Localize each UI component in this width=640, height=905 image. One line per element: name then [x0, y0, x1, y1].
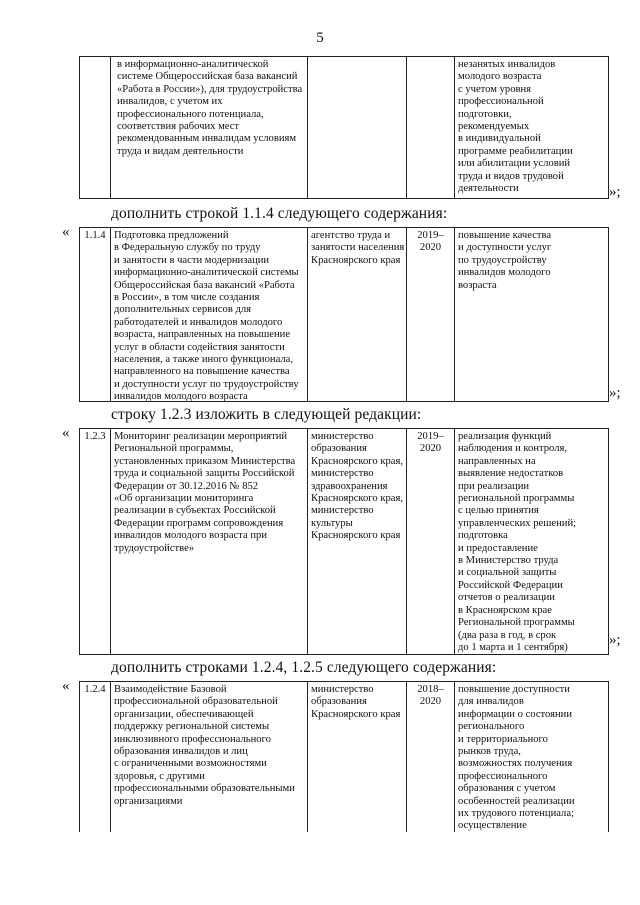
- cell-text-line: инвалидов молодого возраста при: [114, 530, 267, 542]
- cell-text-line: программе реабилитации: [458, 145, 573, 157]
- cell-text-line: населения, а также иного функционала,: [114, 354, 294, 366]
- description-cell: [111, 682, 308, 832]
- cell-text-line: реализация функций: [458, 431, 552, 442]
- table-row-1-2-4: [79, 681, 609, 832]
- cell-text-line: 2019–: [417, 230, 444, 241]
- cell-text-line: «Об организации мониторинга: [114, 493, 254, 505]
- cell-text-line: направленного на повышение качества: [114, 366, 290, 378]
- executor-cell: [308, 57, 407, 198]
- cell-text-line: реализации в субъектах Российской: [114, 505, 276, 517]
- cell-text-line: и социальной защиты: [458, 567, 557, 579]
- cell-text-line: здравоохранения: [311, 480, 388, 492]
- cell-text-line: профессиональной: [458, 96, 544, 108]
- cell-text-line: организации, обеспечивающей: [114, 708, 254, 720]
- cell-text-line: Подготовка предложений: [114, 230, 229, 241]
- cell-text-line: возможностях получения: [458, 758, 573, 770]
- executor-cell: [308, 682, 407, 832]
- cell-text-line: особенностей реализации: [458, 795, 575, 807]
- period-cell: [407, 228, 455, 401]
- result-cell: [455, 429, 608, 654]
- table-row-continued: [79, 56, 609, 199]
- closing-quote: »;: [609, 385, 621, 401]
- cell-text-line: 2020: [419, 696, 442, 708]
- opening-quote: «: [62, 224, 70, 240]
- period-cell: [407, 57, 455, 198]
- cell-text-line: министерство: [311, 505, 374, 517]
- cell-text-line: Красноярского края: [311, 530, 401, 542]
- cell-text-line: работодателей и инвалидов молодого: [114, 316, 283, 328]
- result-cell: [455, 682, 608, 832]
- cell-text-line: рекомендуемых: [458, 121, 530, 133]
- cell-text-line: трудоустройстве»: [114, 542, 195, 554]
- cell-text-line: и предоставление: [458, 542, 538, 554]
- cell-text-line: подготовки,: [458, 108, 512, 120]
- opening-quote: «: [62, 425, 70, 441]
- cell-text-line: здоровья, с другими: [114, 770, 205, 782]
- cell-text-line: труда и социальной защиты Российской: [114, 468, 295, 480]
- cell-text-line: в информационно-аналитической: [117, 59, 269, 70]
- cell-text-line: осуществление: [458, 820, 527, 832]
- cell-text-line: инвалидов молодого: [458, 267, 551, 279]
- cell-text-line: с целью принятия: [458, 505, 539, 517]
- cell-text-line: повышение доступности: [458, 684, 570, 695]
- cell-text-line: Региональной программы: [458, 617, 575, 629]
- cell-text-line: и доступности услуг по трудоустройству: [114, 378, 299, 390]
- cell-text-line: Федерации программ сопровождения: [114, 517, 284, 529]
- cell-text-line: агентство труда и: [311, 230, 391, 241]
- cell-text-line: профессиональными образовательными: [114, 783, 295, 795]
- table-row-1-1-4: [79, 227, 609, 402]
- cell-text-line: труда и видам деятельности: [117, 145, 244, 157]
- cell-text-line: по трудоустройству: [458, 254, 547, 266]
- cell-text-line: направленных на: [458, 455, 536, 467]
- description-cell: [111, 429, 308, 654]
- cell-text-line: рекомендованным инвалидам условиям: [117, 133, 297, 145]
- cell-text-line: в индивидуальной: [458, 133, 541, 145]
- cell-text-line: выявление недостатков: [458, 468, 564, 480]
- cell-text-line: и территориального: [458, 733, 548, 745]
- cell-text-line: организациями: [114, 795, 183, 807]
- row-number-cell: 1.2.4: [80, 682, 111, 832]
- cell-text-line: инвалидов молодого возраста: [114, 391, 248, 401]
- cell-text-line: услуг в области содействия занятости: [114, 341, 285, 353]
- cell-text-line: соответствия рабочих мест: [117, 121, 240, 133]
- executor-cell: [308, 429, 407, 654]
- cell-text-line: «Работа в России»), для трудоустройства: [117, 83, 303, 95]
- cell-text-line: отчетов о реализации: [458, 592, 555, 604]
- cell-text-line: незанятых инвалидов: [458, 59, 556, 70]
- cell-text-line: образования инвалидов и лиц: [114, 746, 248, 758]
- cell-text-line: подготовка: [458, 530, 508, 542]
- cell-text-line: региональной программы: [458, 493, 575, 505]
- cell-text-line: 2020: [419, 443, 442, 455]
- cell-text-line: управленческих решений;: [458, 517, 577, 529]
- cell-text-line: министерство: [311, 684, 374, 695]
- row-number-cell: [80, 57, 111, 198]
- cell-text-line: в России», в том числе создания: [114, 292, 260, 304]
- cell-text-line: информационно-аналитической системы: [114, 267, 299, 279]
- description-cell: [111, 57, 308, 198]
- cell-text-line: рынков труда,: [458, 746, 521, 758]
- cell-text-line: до 1 марта и 1 сентября): [458, 641, 568, 653]
- cell-text-line: установленных приказом Министерства: [114, 455, 296, 467]
- cell-text-line: занятости населения: [311, 242, 405, 254]
- cell-text-line: министерство: [311, 431, 374, 442]
- section-heading: дополнить строками 1.2.4, 1.2.5 следующего содержания:: [111, 659, 497, 676]
- cell-text-line: возраста, направленных на повышение: [114, 329, 291, 341]
- cell-text-line: инклюзивного профессионального: [114, 733, 271, 745]
- cell-text-line: инвалидов, с учетом их: [117, 96, 223, 108]
- cell-text-line: Общероссийская база вакансий «Работа: [114, 279, 295, 291]
- cell-text-line: Взаимодействие Базовой: [114, 684, 227, 695]
- cell-text-line: 2020: [419, 242, 442, 254]
- cell-text-line: (два раза в год, в срок: [458, 629, 557, 641]
- cell-text-line: Федерации от 30.12.2016 № 852: [114, 480, 259, 492]
- cell-text-line: возраста: [458, 279, 497, 291]
- cell-text-line: и доступности услуг: [458, 242, 552, 254]
- section-heading: строку 1.2.3 изложить в следующей редакции:: [111, 406, 422, 423]
- cell-text-line: Красноярского края,: [311, 455, 404, 467]
- cell-text-line: с учетом уровня: [458, 83, 532, 95]
- cell-text-line: при реализации: [458, 480, 530, 492]
- cell-text-line: Российской Федерации: [458, 579, 563, 591]
- cell-text-line: поддержку региональной системы: [114, 721, 270, 733]
- result-cell: [455, 228, 608, 401]
- period-cell: [407, 682, 455, 832]
- cell-text-line: образования: [311, 443, 367, 455]
- closing-quote: »;: [609, 184, 621, 200]
- cell-text-line: деятельности: [458, 183, 519, 195]
- closing-quote: »;: [609, 632, 621, 648]
- cell-text-line: дополнительных сервисов для: [114, 304, 252, 316]
- cell-text-line: Красноярского края: [311, 708, 401, 720]
- cell-text-line: образования: [311, 696, 367, 708]
- cell-text-line: и занятости в части модернизации: [114, 254, 270, 266]
- cell-text-line: информации о состоянии: [458, 708, 573, 720]
- cell-text-line: труда и видов трудовой: [458, 170, 564, 182]
- cell-text-line: образования с учетом: [458, 783, 556, 795]
- cell-text-line: в Министерство труда: [458, 555, 559, 567]
- cell-text-line: профессионального: [458, 770, 548, 782]
- cell-text-line: для инвалидов: [458, 696, 524, 708]
- description-cell: [111, 228, 308, 401]
- cell-text-line: с ограниченными возможностями: [114, 758, 267, 770]
- cell-text-line: министерство: [311, 468, 374, 480]
- cell-text-line: системе Общероссийская база вакансий: [117, 71, 298, 83]
- cell-text-line: Региональной программы,: [114, 443, 234, 455]
- cell-text-line: 2018–: [417, 684, 444, 695]
- cell-text-line: в Красноярском крае: [458, 604, 552, 616]
- section-heading: дополнить строкой 1.1.4 следующего содержания:: [111, 205, 448, 222]
- row-number-cell: 1.2.3: [80, 429, 111, 654]
- cell-text-line: молодого возраста: [458, 71, 542, 83]
- cell-text-line: регионального: [458, 721, 525, 733]
- row-number-cell: 1.1.4: [80, 228, 111, 401]
- result-cell: [455, 57, 608, 198]
- cell-text-line: Мониторинг реализации мероприятий: [114, 431, 288, 442]
- cell-text-line: Красноярского края: [311, 254, 401, 266]
- page-number: 5: [316, 30, 324, 46]
- cell-text-line: профессионального потенциала,: [117, 108, 264, 120]
- table-row-1-2-3: [79, 428, 609, 655]
- cell-text-line: их трудового потенциала;: [458, 808, 574, 820]
- cell-text-line: культуры: [311, 517, 353, 529]
- opening-quote: «: [62, 678, 70, 694]
- cell-text-line: профессиональной образовательной: [114, 696, 278, 708]
- period-cell: [407, 429, 455, 654]
- cell-text-line: наблюдения и контроля,: [458, 443, 568, 455]
- cell-text-line: в Федеральную службу по труду: [114, 242, 261, 254]
- cell-text-line: или абилитации условий: [458, 158, 571, 170]
- cell-text-line: повышение качества: [458, 230, 552, 241]
- cell-text-line: 2019–: [417, 431, 444, 442]
- executor-cell: [308, 228, 407, 401]
- cell-text-line: Красноярского края,: [311, 493, 404, 505]
